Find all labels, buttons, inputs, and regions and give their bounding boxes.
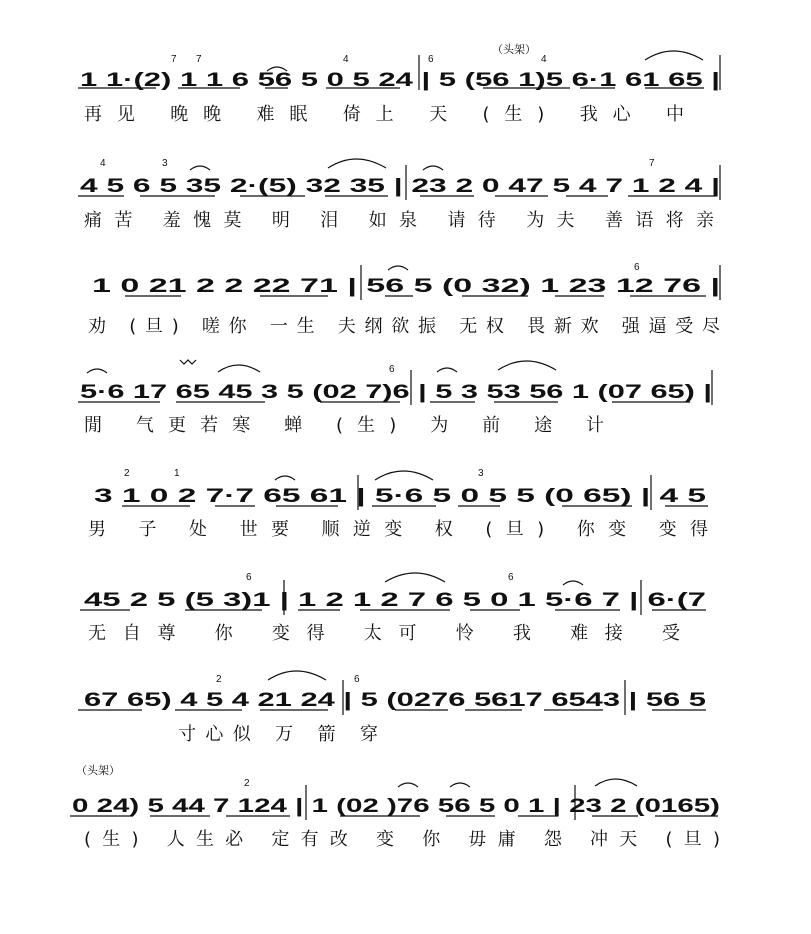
grace-note: 6 xyxy=(508,572,514,583)
slur xyxy=(388,266,408,270)
grace-note: 2 xyxy=(244,778,250,789)
lyrics-line: 痛苦 羞愧莫 明 泪 如泉 请待 为夫 善语将亲 xyxy=(84,210,714,231)
slur xyxy=(218,365,260,372)
grace-note: 7 xyxy=(649,158,655,169)
grace-note: 6 xyxy=(246,572,252,583)
lyrics-line: (生) 人生必 定有改 变 你 毋庸 怨 冲天 (旦) xyxy=(84,829,720,850)
slur xyxy=(275,476,295,480)
lyrics-line: 寸心似 万 箭 穿 xyxy=(178,724,378,745)
slur xyxy=(398,783,418,787)
grace-note: 6 xyxy=(634,262,640,273)
notation-line: 67 65) 4 5 4 21 24 | 5 (0276 5617 6543 | 56 5 xyxy=(84,690,707,711)
lyrics-line: 再见 晚晚 难眠 倚上 天 (生) 我心 中 xyxy=(84,104,684,125)
grace-note: 1 xyxy=(174,468,180,479)
slur xyxy=(423,166,443,170)
slur xyxy=(595,779,637,786)
notation-line: 4 5 6 5 35 2·(5) 32 35 | 23 2 0 47 5 4 7 1 2 4 | xyxy=(80,176,720,197)
annotation: （头架） xyxy=(492,43,536,56)
grace-note: 6 xyxy=(389,364,395,375)
mordent xyxy=(180,360,196,364)
lyrics-line: 劝 (旦) 嗟你 一生 夫纲欲振 无权 畏新欢 强逼受尽 xyxy=(88,316,720,337)
grace-note: 2 xyxy=(124,468,130,479)
slur xyxy=(450,783,470,787)
notation-line: 1 1·(2) 1 1 6 56 5 0 5 24 | 5 (56 1)5 6·1 61 65 | xyxy=(80,70,720,91)
slur xyxy=(375,471,433,480)
grace-note: 4 xyxy=(100,158,106,169)
grace-note: 3 xyxy=(478,468,484,479)
slur xyxy=(498,361,556,370)
slur xyxy=(328,159,386,168)
notation-line: 45 2 5 (5 3)1 | 1 2 1 2 7 6 5 0 1 5·6 7 | 6·(7 xyxy=(84,590,706,611)
grace-note: 6 xyxy=(428,54,434,65)
notation-line: 3 1 0 2 7·7 65 61 | 5·6 5 0 5 5 (0 65) | 4 5 xyxy=(94,486,707,507)
notation-line: 1 0 21 2 2 22 71 | 56 5 (0 32) 1 23 12 76 | xyxy=(92,276,720,297)
grace-note: 7 xyxy=(196,54,202,65)
slur xyxy=(645,51,703,60)
grace-note: 2 xyxy=(216,674,222,685)
lyrics-line: 閒 气更若寒 蝉 (生) 为 前 途 计 xyxy=(84,415,604,436)
slur xyxy=(190,166,210,170)
notation-line: 5·6 17 65 45 3 5 (02 7)6 | 5 3 53 56 1 (07 65) | xyxy=(80,382,712,403)
slur xyxy=(563,581,583,585)
notation-line: 0 24) 5 44 7 124 | 1 (02 )76 56 5 0 1 | 23 2 (0165) xyxy=(72,796,720,817)
lyrics-line: 男 子 处 世要 顺逆变 权 (旦) 你变 变得 xyxy=(88,519,708,540)
grace-note: 6 xyxy=(354,674,360,685)
lyrics-line: 无自尊 你 变得 太可 怜 我 难接 受 xyxy=(88,623,680,644)
grace-note: 7 xyxy=(171,54,177,65)
grace-note: 4 xyxy=(343,54,349,65)
slur xyxy=(437,368,457,372)
slur xyxy=(268,671,326,680)
grace-note: 3 xyxy=(162,158,168,169)
slur xyxy=(87,369,107,373)
annotation: （头架） xyxy=(76,764,120,777)
grace-note: 4 xyxy=(541,54,547,65)
slur xyxy=(385,573,445,582)
